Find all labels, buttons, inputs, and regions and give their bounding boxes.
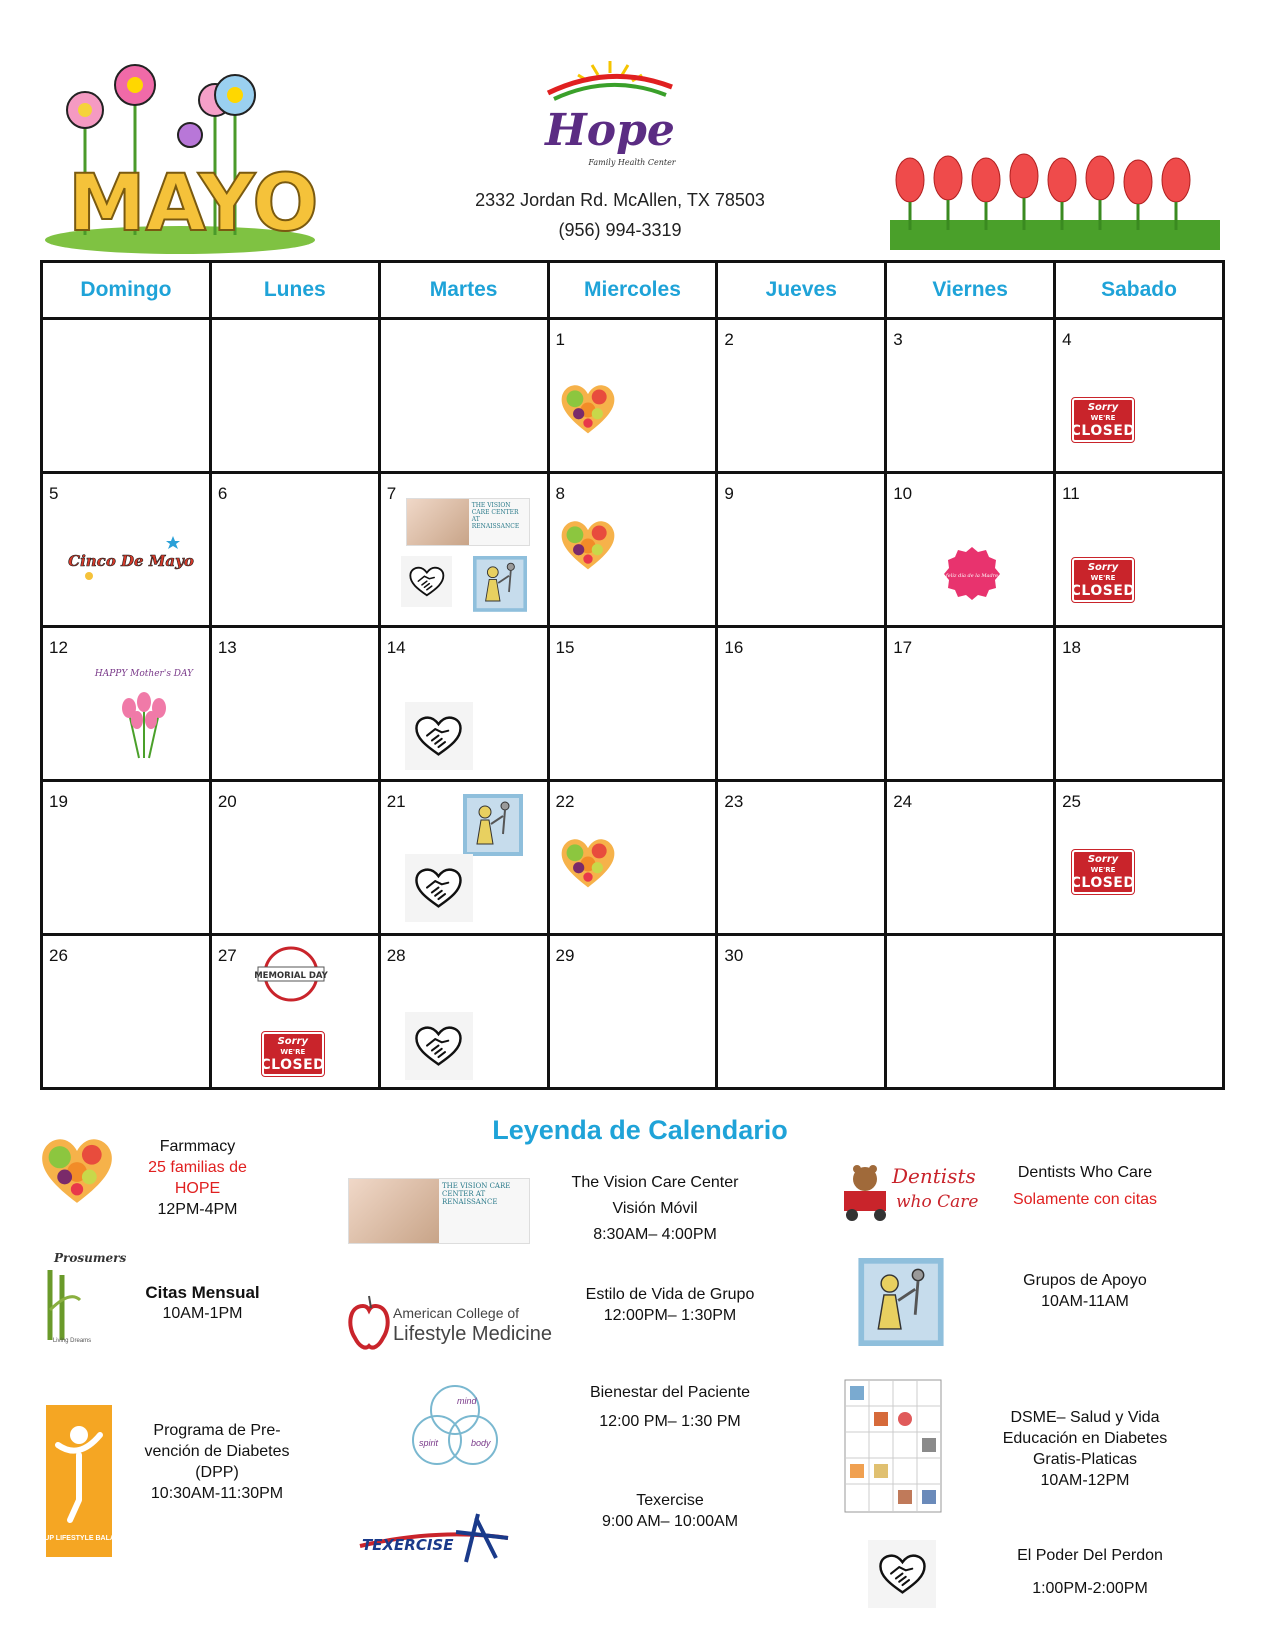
- day-cell: [210, 627, 379, 781]
- legend-dpp: [138, 1420, 296, 1504]
- cinco-de-mayo-label: Cinco De Mayo: [68, 552, 194, 570]
- day-cell: [210, 781, 379, 935]
- prosumers-logo: [40, 1250, 127, 1345]
- day-number: 11: [1062, 484, 1080, 503]
- cinco-de-mayo-icon: [68, 526, 194, 596]
- dsme-chart-icon: [845, 1380, 941, 1512]
- calendar-week: [42, 627, 1224, 781]
- day-header: Jueves: [717, 262, 886, 319]
- day-cell: [1055, 935, 1224, 1089]
- day-number: 5: [49, 484, 59, 503]
- day-number: 3: [893, 330, 903, 349]
- calendar-header-row: [42, 262, 1224, 319]
- prosumers-logo-text: Prosumers: [54, 1251, 127, 1265]
- closed-sign-line1: Sorry: [1087, 401, 1119, 413]
- handshake-heart-icon: [405, 854, 473, 922]
- legend-bienestar: [570, 1382, 770, 1432]
- vision-logo-text: THE VISION CARE CENTER AT RENAISSANCE: [442, 1182, 511, 1206]
- legend-apoyo-name: Grupos de Apoyo: [1023, 1272, 1147, 1289]
- closed-sign-line2: WE'RE: [1090, 865, 1116, 874]
- handshake-heart-icon: [405, 1012, 473, 1080]
- lifestyle-logo-line2: Lifestyle Medicine: [393, 1323, 552, 1345]
- day-header: Lunes: [210, 262, 379, 319]
- legend-perdon-name: El Poder Del Perdon: [1017, 1547, 1163, 1564]
- legend-perdon-hours: 1:00PM-2:00PM: [1032, 1580, 1148, 1597]
- day-cell: [379, 473, 548, 627]
- memorial-day-label: MEMORIAL DAY: [254, 971, 328, 981]
- day-number: 13: [217, 638, 237, 657]
- feliz-dia-madre-icon: [943, 544, 1001, 602]
- day-number: 30: [724, 946, 744, 965]
- legend-apoyo: [990, 1270, 1180, 1312]
- day-cell: [1055, 319, 1224, 473]
- closed-sign-icon: [1072, 398, 1134, 442]
- legend-texercise-name: Texercise: [636, 1492, 704, 1509]
- calendar-week: [42, 319, 1224, 473]
- day-cell: [210, 473, 379, 627]
- calendar-week: [42, 935, 1224, 1089]
- day-header: Martes: [379, 262, 548, 319]
- group-lifestyle-balance-logo: [28, 1405, 130, 1557]
- closed-sign-line2: WE'RE: [1090, 573, 1116, 582]
- lifestyle-medicine-logo: [345, 1288, 552, 1354]
- legend-farmmacy: [130, 1136, 265, 1220]
- dentists-logo-line1: Dentists: [892, 1164, 976, 1188]
- farmmacy-heart-icon: [560, 836, 616, 894]
- day-number: 8: [555, 484, 565, 503]
- support-group-drawing-icon: [473, 556, 527, 616]
- day-header: Miercoles: [548, 262, 717, 319]
- legend-prosumers-name: Citas Mensual: [145, 1283, 260, 1302]
- day-cell: [717, 781, 886, 935]
- day-cell: [886, 935, 1055, 1089]
- legend-perdon: [990, 1545, 1190, 1599]
- day-cell: [379, 781, 548, 935]
- msb-word-body: body: [471, 1438, 491, 1448]
- memorial-day-icon: [256, 946, 326, 1002]
- day-cell: [42, 319, 211, 473]
- day-number: 6: [217, 484, 228, 503]
- legend-vision-hours: 8:30AM– 4:00PM: [593, 1226, 717, 1243]
- calendar-grid: [40, 260, 1225, 1090]
- legend-dentists-name: Dentists Who Care: [1017, 1164, 1153, 1181]
- legend-vision-sub: Visión Móvil: [612, 1200, 698, 1217]
- support-group-drawing-icon: [858, 1258, 944, 1351]
- clinic-address: 2332 Jordan Rd. McAllen, TX 78503: [475, 190, 765, 210]
- day-number: 15: [555, 638, 575, 657]
- day-number: 22: [555, 792, 575, 811]
- mind-spirit-body-logo: [405, 1380, 505, 1472]
- hope-logo-name: Hope: [545, 105, 675, 156]
- day-number: 27: [217, 946, 237, 965]
- legend-title: Leyenda de Calendario: [492, 1115, 788, 1145]
- handshake-heart-icon: [401, 556, 452, 607]
- legend-texercise-hours: 9:00 AM– 10:00AM: [601, 1513, 739, 1530]
- handshake-heart-icon: [405, 702, 473, 770]
- day-cell: [717, 935, 886, 1089]
- legend-vision-name: The Vision Care Center: [571, 1174, 739, 1191]
- day-number: 18: [1062, 638, 1081, 657]
- legend-lifestyle: [580, 1284, 760, 1326]
- day-number: 7: [386, 484, 397, 503]
- day-cell: [548, 473, 717, 627]
- closed-sign-icon: [1072, 850, 1134, 894]
- closed-sign-icon: [1072, 558, 1134, 602]
- mothers-day-text: HAPPY Mother's DAY: [94, 669, 194, 679]
- day-header: Viernes: [886, 262, 1055, 319]
- closed-sign-line3: CLOSED: [1070, 874, 1136, 891]
- calendar-week: [42, 473, 1224, 627]
- lifestyle-logo-line1: American College of: [393, 1305, 520, 1321]
- legend-prosumers: [130, 1282, 275, 1324]
- hope-logo: [540, 55, 680, 175]
- legend-vision: [555, 1172, 755, 1245]
- closed-sign-line1: Sorry: [1087, 561, 1119, 573]
- day-number: 10: [893, 484, 913, 503]
- msb-word-spirit: spirit: [419, 1438, 439, 1448]
- legend-farmmacy-name: Farmmacy: [159, 1138, 236, 1155]
- clinic-phone: (956) 994-3319: [558, 220, 682, 240]
- day-number: 28: [386, 946, 406, 965]
- day-cell: [379, 935, 548, 1089]
- day-cell: [42, 781, 211, 935]
- closed-sign-line2: WE'RE: [1090, 413, 1116, 422]
- day-cell: [548, 627, 717, 781]
- closed-sign-line3: CLOSED: [1070, 422, 1136, 439]
- hope-logo-tagline: Family Health Center: [588, 158, 676, 167]
- day-number: 24: [893, 792, 913, 811]
- day-number: 16: [724, 638, 744, 657]
- feliz-dia-madre-text: feliz día de la Madre: [946, 573, 999, 579]
- day-number: 29: [555, 946, 575, 965]
- day-number: 14: [386, 638, 406, 657]
- day-number: 17: [893, 638, 913, 657]
- legend-dentists-note: Solamente con citas: [1012, 1191, 1158, 1208]
- legend-dsme-line2: Educación en Diabetes: [1002, 1430, 1168, 1447]
- legend-bienestar-name: Bienestar del Paciente: [589, 1384, 751, 1401]
- mothers-day-icon: [94, 658, 194, 768]
- day-number: 9: [724, 484, 734, 503]
- day-cell: [42, 935, 211, 1089]
- group-lifestyle-balance-text: GROUP LIFESTYLE BALANCE: [28, 1535, 130, 1542]
- day-cell: [548, 935, 717, 1089]
- day-number: 2: [724, 330, 734, 349]
- day-number: 25: [1062, 792, 1081, 811]
- day-cell: [886, 319, 1055, 473]
- day-cell: [548, 781, 717, 935]
- legend-dsme: [980, 1407, 1190, 1491]
- day-cell: [42, 627, 211, 781]
- dentists-logo-line2: who Care: [896, 1192, 979, 1212]
- closed-sign-icon: [262, 1032, 324, 1076]
- day-header: Sabado: [1055, 262, 1224, 319]
- tulips-illustration: [890, 150, 1220, 250]
- msb-word-mind: mind: [457, 1396, 477, 1406]
- day-cell: [717, 319, 886, 473]
- day-cell: [886, 627, 1055, 781]
- legend-lifestyle-hours: 12:00PM– 1:30PM: [603, 1307, 737, 1324]
- support-group-drawing-icon: [463, 794, 523, 861]
- day-cell: [42, 473, 211, 627]
- farmmacy-heart-icon: [560, 518, 616, 576]
- prosumers-logo-sub: Living Dreams: [52, 1338, 92, 1344]
- texercise-logo: [358, 1508, 518, 1568]
- day-number: 4: [1062, 330, 1072, 349]
- closed-sign-line3: CLOSED: [1070, 582, 1136, 599]
- legend-dpp-hours: 10:30AM-11:30PM: [150, 1485, 284, 1502]
- day-cell: [379, 319, 548, 473]
- handshake-heart-icon: [868, 1540, 936, 1608]
- day-number: 1: [555, 330, 565, 349]
- legend-farmmacy-hours: 12PM-4PM: [157, 1201, 238, 1218]
- vision-logo-text: THE VISION CARE CENTER AT RENAISSANCE: [471, 502, 520, 530]
- legend-dsme-hours: 10AM-12PM: [1040, 1472, 1130, 1489]
- legend-dsme-line3: Gratis-Platicas: [1032, 1451, 1138, 1468]
- closed-sign-line1: Sorry: [1087, 853, 1119, 865]
- day-cell: [717, 473, 886, 627]
- legend-texercise: [580, 1490, 760, 1532]
- dentists-who-care-logo: [840, 1155, 979, 1225]
- vision-care-logo: [348, 1178, 530, 1244]
- day-cell: [717, 627, 886, 781]
- vision-care-icon: [406, 498, 530, 546]
- day-cell: [1055, 627, 1224, 781]
- day-number: 26: [49, 946, 68, 965]
- farmmacy-heart-icon: [560, 382, 616, 440]
- legend-dpp-name: Programa de Pre-vención de Diabetes (DPP): [144, 1422, 290, 1481]
- day-cell: [1055, 473, 1224, 627]
- day-cell: [548, 319, 717, 473]
- day-number: 21: [386, 792, 406, 811]
- day-header: Domingo: [42, 262, 211, 319]
- day-cell: [1055, 781, 1224, 935]
- closed-sign-line3: CLOSED: [260, 1056, 326, 1073]
- day-cell: [210, 935, 379, 1089]
- day-number: 19: [49, 792, 68, 811]
- day-number: 20: [217, 792, 237, 811]
- texercise-logo-text: TEXERCISE: [362, 1536, 454, 1554]
- closed-sign-line1: Sorry: [277, 1035, 309, 1047]
- mayo-flowers-illustration: [40, 55, 340, 255]
- legend-lifestyle-name: Estilo de Vida de Grupo: [585, 1286, 755, 1303]
- legend-apoyo-hours: 10AM-11AM: [1041, 1293, 1129, 1310]
- farmmacy-heart-icon: [40, 1135, 114, 1210]
- day-number: 12: [49, 638, 68, 657]
- day-cell: [379, 627, 548, 781]
- legend-bienestar-hours: 12:00 PM– 1:30 PM: [599, 1413, 741, 1430]
- legend-dentists: [990, 1162, 1180, 1210]
- day-cell: [886, 473, 1055, 627]
- svg-text:MAYO: MAYO: [68, 159, 319, 249]
- legend-dsme-name: DSME– Salud y Vida: [1010, 1409, 1160, 1426]
- day-number: 23: [724, 792, 744, 811]
- legend-prosumers-hours: 10AM-1PM: [162, 1305, 243, 1322]
- calendar-week: [42, 781, 1224, 935]
- day-cell: [886, 781, 1055, 935]
- day-cell: [210, 319, 379, 473]
- legend-farmmacy-note: 25 familias de HOPE: [148, 1159, 247, 1197]
- closed-sign-line2: WE'RE: [280, 1047, 306, 1056]
